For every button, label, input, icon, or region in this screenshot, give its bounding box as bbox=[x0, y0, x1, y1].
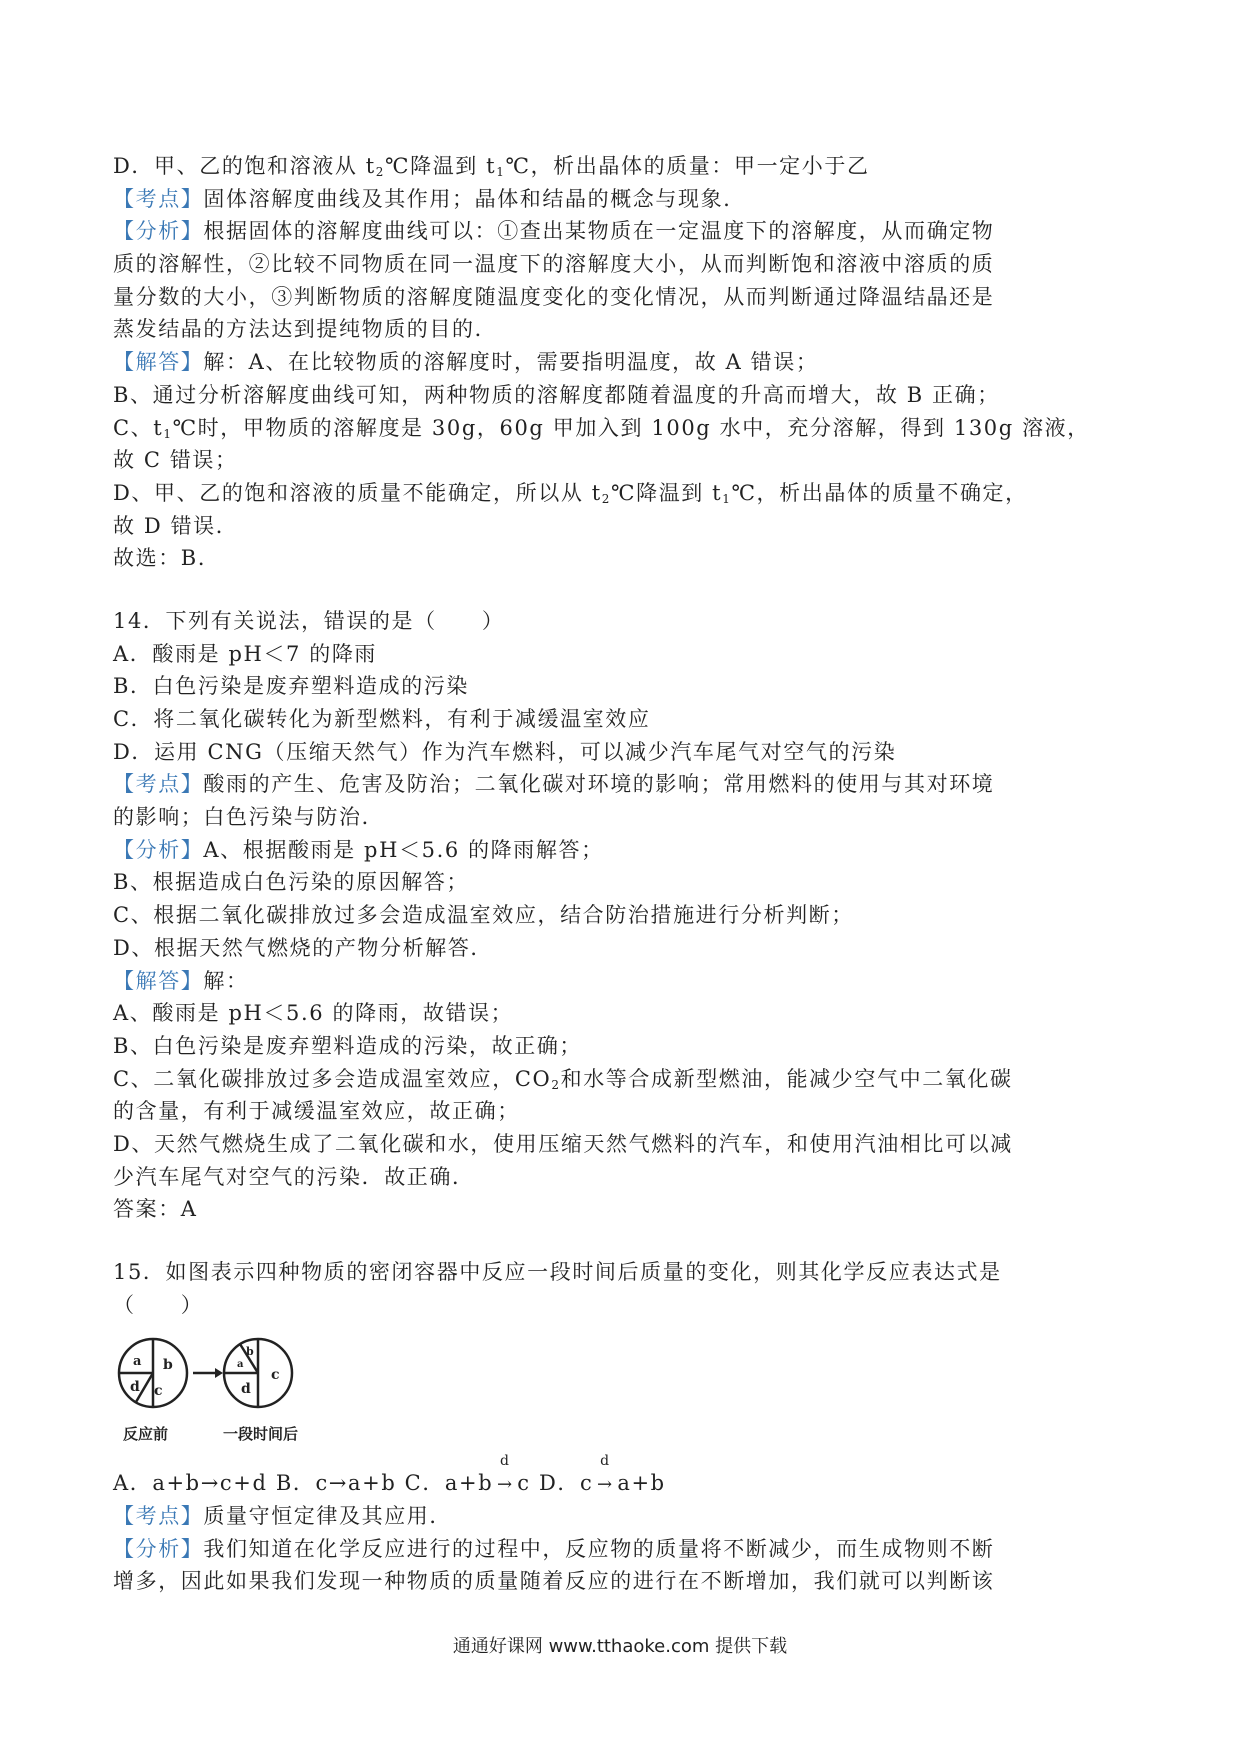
pie-diagram bbox=[115, 1329, 315, 1447]
q13-jieda-line: 故 C 错误； bbox=[113, 448, 238, 473]
q14-fenxi-line: D、根据天然气燃烧的产物分析解答． bbox=[113, 935, 494, 960]
q14-jieda-line: C、二氧化碳排放过多会造成温室效应，$CO_2$和水等合成新型燃油，能减少空气中二氧化碳 bbox=[113, 1066, 1013, 1092]
q14-option-b: B．白色污染是废弃塑料造成的污染 bbox=[113, 674, 470, 699]
after-label-b: b bbox=[246, 1345, 254, 1359]
q14-jieda-line: D、天然气燃烧生成了二氧化碳和水，使用压缩天然气燃料的汽车，和使用汽油相比可以减 bbox=[113, 1131, 1013, 1156]
q14-jieda-line: 的含量，有利于减缓温室效应，故正确； bbox=[113, 1099, 520, 1124]
content-body bbox=[113, 150, 1128, 1598]
kaodian-tag: 【考点】 bbox=[113, 772, 204, 797]
q15-fenxi-line: 增多，因此如果我们发现一种物质的质量随着反应的进行在不断增加，我们就可以判断该 bbox=[113, 1569, 995, 1594]
q14-jieda-line: A、酸雨是 pH＜5.6 的降雨，故错误； bbox=[113, 1001, 514, 1026]
q14-option-d: D．运用 CNG（压缩天然气）作为汽车燃料，可以减少汽车尾气对空气的污染 bbox=[113, 739, 897, 764]
after-label-d: d bbox=[241, 1381, 251, 1398]
before-caption: 反应前 bbox=[123, 1425, 169, 1444]
q13-jieda-line: C、$t_1℃$时，甲物质的溶解度是 30g，60g 甲加入到 100g 水中，充分溶解，得到 130g 溶液， bbox=[113, 415, 1090, 441]
page-footer: 通通好课网 www.tthaoke.com 提供下载 bbox=[452, 1636, 788, 1657]
q13-fenxi-line: 质的溶解性，②比较不同物质在同一温度下的溶解度大小，从而判断饱和溶液中溶质的质 bbox=[113, 252, 995, 277]
kaodian-tag: 【考点】 bbox=[113, 186, 204, 211]
spacer bbox=[113, 575, 1128, 605]
jieda-tag: 【解答】 bbox=[113, 968, 204, 993]
q14-answer: 答案：A bbox=[113, 1197, 198, 1222]
arrow-head bbox=[215, 1368, 223, 1378]
q14-fenxi-line: C、根据二氧化碳排放过多会造成温室效应，结合防治措施进行分析判断； bbox=[113, 903, 854, 928]
q14-fenxi-line: B、根据造成白色污染的原因解答； bbox=[113, 870, 470, 895]
q13-jieda-line: B、通过分析溶解度曲线可知，两种物质的溶解度都随着温度的升高而增大，故 B 正确； bbox=[113, 382, 1000, 407]
catalyst-arrow: d → bbox=[496, 1453, 514, 1496]
fenxi-tag: 【分析】 bbox=[113, 837, 204, 862]
before-label-a: a bbox=[133, 1354, 142, 1370]
q13-fenxi-line: 量分数的大小，③判断物质的溶解度随温度变化的变化情况，从而判断通过降温结晶还是 bbox=[113, 284, 995, 309]
q15-fenxi: 【分析】我们知道在化学反应进行的过程中，反应物的质量将不断减少，而生成物则不断 bbox=[113, 1536, 995, 1561]
q14-jieda-line: 少汽车尾气对空气的污染．故正确． bbox=[113, 1164, 475, 1189]
q15-kaodian: 【考点】质量守恒定律及其应用． bbox=[113, 1504, 453, 1529]
q15-option-b: B．c→a+b bbox=[275, 1471, 397, 1496]
q14-stem: 14．下列有关说法，错误的是（ ） bbox=[113, 608, 505, 633]
q15-option-a: A．a+b→c+d bbox=[113, 1471, 268, 1496]
q13-jieda-line: 故 D 错误． bbox=[113, 513, 239, 538]
q15-options bbox=[113, 1453, 1128, 1500]
q13-answer: 故选：B． bbox=[113, 546, 221, 571]
before-label-c: c bbox=[154, 1383, 163, 1400]
q14-jieda-line: B、白色污染是废弃塑料造成的污染，故正确； bbox=[113, 1033, 583, 1058]
q13-kaodian: 【考点】固体溶解度曲线及其作用；晶体和结晶的概念与现象． bbox=[113, 186, 746, 211]
before-label-d: d bbox=[130, 1379, 140, 1396]
before-label-b: b bbox=[163, 1357, 173, 1374]
kaodian-tag: 【考点】 bbox=[113, 1504, 204, 1529]
fenxi-tag: 【分析】 bbox=[113, 1536, 204, 1561]
q13-jieda: 【解答】解：A、在比较物质的溶解度时，需要指明温度，故 A 错误； bbox=[113, 350, 819, 375]
spacer bbox=[113, 1226, 1128, 1256]
q14-kaodian-line: 的影响；白色污染与防治． bbox=[113, 805, 385, 830]
q14-kaodian: 【考点】酸雨的产生、危害及防治；二氧化碳对环境的影响；常用燃料的使用与其对环境 bbox=[113, 772, 995, 797]
q15-stem: 15．如图表示四种物质的密闭容器中反应一段时间后质量的变化，则其化学反应表达式是 bbox=[113, 1260, 1002, 1284]
after-label-c: c bbox=[271, 1367, 280, 1384]
q13-fenxi: 【分析】根据固体的溶解度曲线可以：①查出某物质在一定温度下的溶解度，从而确定物 bbox=[113, 219, 995, 244]
catalyst-arrow: d → bbox=[597, 1453, 614, 1496]
jieda-tag: 【解答】 bbox=[113, 350, 204, 375]
q13-jieda-line: D、甲、乙的饱和溶液的质量不能确定，所以从 $t_2℃$降温到 $t_1℃$，析出晶体的质量不确定， bbox=[113, 480, 1028, 506]
fenxi-tag: 【分析】 bbox=[113, 219, 204, 244]
q13-fenxi-line: 蒸发结晶的方法达到提纯物质的目的． bbox=[113, 317, 498, 342]
q15-option-c: C．a+b d → c bbox=[405, 1471, 531, 1495]
q14-fenxi: 【分析】A、根据酸雨是 pH＜5.6 的降雨解答； bbox=[113, 837, 604, 862]
q14-jieda: 【解答】解： bbox=[113, 968, 249, 993]
q15-stem-line: （ ） bbox=[113, 1292, 204, 1317]
q13-option-d: D．甲、乙的饱和溶液从 $t_2℃$降温到 $t_1℃$，析出晶体的质量：甲一定小于乙 bbox=[113, 154, 870, 179]
q14-option-a: A．酸雨是 pH＜7 的降雨 bbox=[113, 641, 378, 666]
q15-option-d: D．c d → a+b bbox=[539, 1471, 666, 1495]
after-label-a: a bbox=[237, 1359, 244, 1371]
after-caption: 一段时间后 bbox=[223, 1425, 299, 1444]
q14-option-c: C．将二氧化碳转化为新型燃料，有利于减缓温室效应 bbox=[113, 707, 651, 731]
reaction-pie-figure bbox=[113, 1329, 1128, 1449]
